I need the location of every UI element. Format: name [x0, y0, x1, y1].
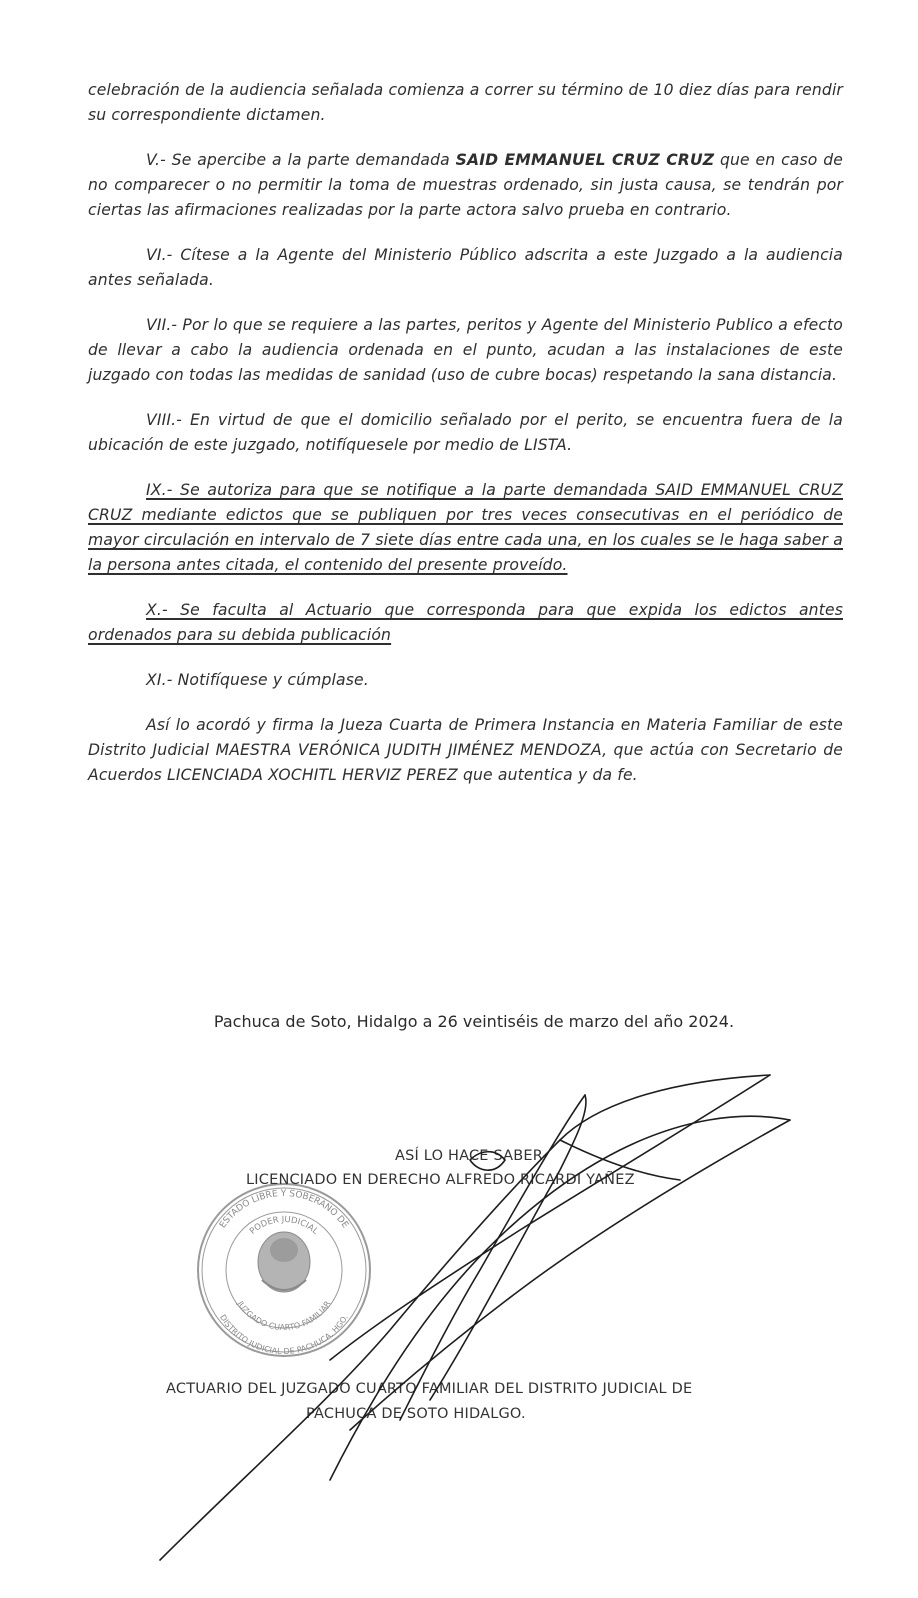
- paragraph-v-part-a: V.- Se apercibe a la parte demandada: [146, 151, 456, 169]
- paragraph-vii: VII.- Por lo que se requiere a las partes, peritos y Agente del Ministerio Publico a efecto de llevar a cabo la audiencia ordenada en el punto, acudan a las instalaciones de este juzgado con todas las medidas de sanidad (uso de cubre bocas) respetando la sana distancia.: [88, 316, 843, 384]
- signature-line-3: ACTUARIO DEL JUZGADO CUARTO FAMILIAR DEL DISTRITO JUDICIAL DE: [166, 1381, 693, 1397]
- paragraph-xi: XI.- Notifíquese y cúmplase.: [146, 671, 369, 689]
- seal-inner-bottom-text: JUZGADO CUARTO FAMILIAR: [235, 1299, 333, 1333]
- seal-outer-top-text: ESTADO LIBRE Y SOBERANO DE: [218, 1188, 350, 1231]
- paragraph-v-part-c: que en caso de no comparecer o no permitir la toma de muestras ordenado, sin justa causa, se tendrán por ciertas las afirmaciones realizadas por la parte actora salvo prueba en contrario.: [88, 151, 844, 219]
- signature-line-2: LICENCIADO EN DERECHO ALFREDO RICARDI YAÑEZ: [246, 1172, 635, 1188]
- paragraph-vi: VI.- Cítese a la Agente del Ministerio Público adscrita a este Juzgado a la audiencia antes señalada.: [88, 246, 843, 289]
- signature-line-1: ASÍ LO HACE SABER: [395, 1148, 544, 1164]
- signature-line-4: PACHUCA DE SOTO HIDALGO.: [306, 1406, 526, 1422]
- paragraph-viii: VIII.- En virtud de que el domicilio señalado por el perito, se encuentra fuera de la ubicación de este juzgado, notifíquesele por medio de LISTA.: [88, 411, 843, 454]
- seal-outer-bottom-text: DISTRITO JUDICIAL DE PACHUCA, HGO.: [218, 1313, 350, 1357]
- paragraph-x-text: X.- Se faculta al Actuario que corresponda para que expida los edictos antes ordenados para su debida publicación: [88, 601, 843, 644]
- seal-inner-top-text: PODER JUDICIAL: [247, 1214, 321, 1237]
- paragraph-dictamen: celebración de la audiencia señalada comienza a correr su término de 10 diez días para rendir su correspondiente dictamen.: [88, 81, 843, 124]
- date-line: Pachuca de Soto, Hidalgo a 26 veintiséis de marzo del año 2024.: [213, 1012, 735, 1031]
- paragraph-ix-text: IX.- Se autoriza para que se notifique a la parte demandada SAID EMMANUEL CRUZ CRUZ mediante edictos que se publiquen por tres veces consecutivas en el periódico de mayor circulación en intervalo de 7 siete días entre cada una, en los cuales se le haga saber a la persona antes citada, el contenido del presente proveído.: [88, 481, 843, 574]
- paragraph-closing: Así lo acordó y firma la Jueza Cuarta de Primera Instancia en Materia Familiar de este Distrito Judicial MAESTRA VERÓNICA JUDITH JIMÉNEZ MENDOZA, que actúa con Secretario de Acuerdos LICENCIADA XOCHITL HERVIZ PEREZ que autentica y da fe.: [88, 716, 843, 784]
- defendant-name: SAID EMMANUEL CRUZ CRUZ: [455, 151, 715, 169]
